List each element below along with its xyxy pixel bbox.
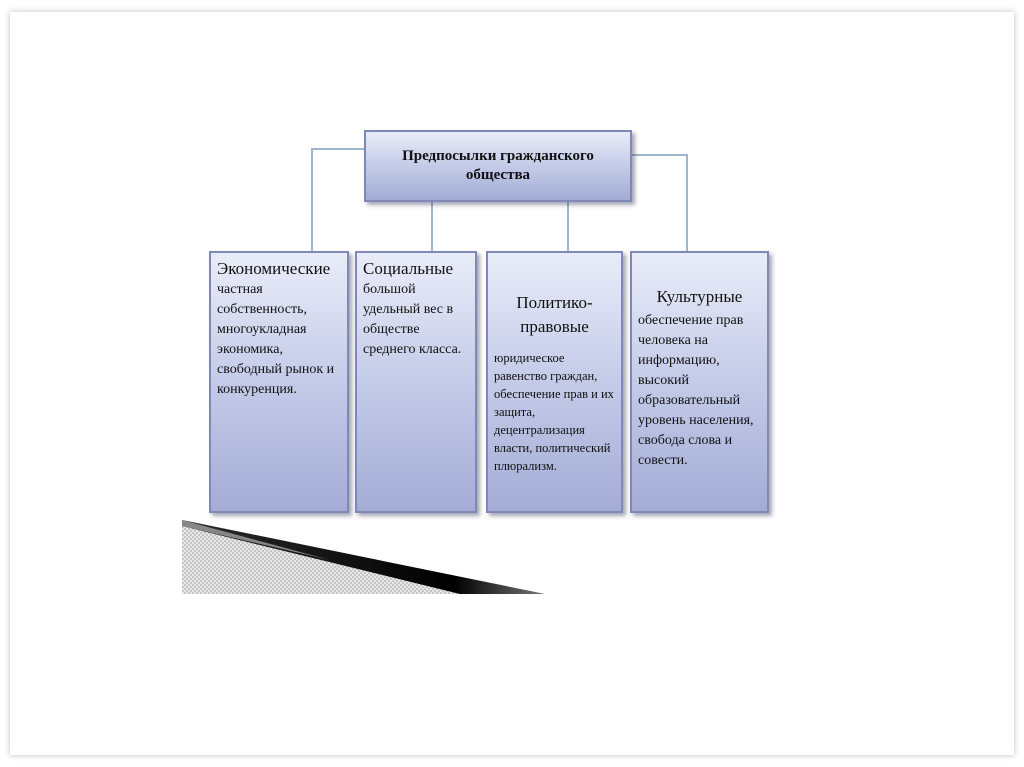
decorative-wedge-shape [180, 516, 550, 596]
connector-center-right [567, 202, 569, 251]
category-text: большой удельный вес в обществе среднего класса. [363, 282, 462, 357]
category-title: Политико-правовые [516, 293, 593, 336]
category-text: юридическое равенство граждан, обеспечение прав и их защита, децентрализация власти, политический плюрализм. [494, 351, 614, 473]
category-title: Культурные [656, 287, 743, 306]
category-political-legal [486, 251, 623, 513]
category-title: Экономические [217, 259, 331, 278]
category-text: обеспечение прав человека на информацию, высокий образовательный уровень населения, свобода слова и совести. [638, 313, 754, 468]
connector-left-vertical [311, 148, 313, 251]
connector-center-left [431, 202, 433, 251]
connector-right-vertical [686, 154, 688, 251]
category-text: частная собственность, многоукладная экономика, свободный рынок и конкуренция. [217, 282, 335, 397]
root-node [364, 130, 632, 202]
connector-right-horizontal [632, 154, 688, 156]
category-title: Социальные [363, 259, 454, 278]
category-social [355, 251, 477, 513]
category-cultural [630, 251, 769, 513]
category-economic [209, 251, 349, 513]
connector-left-horizontal [311, 148, 364, 150]
root-title: Предпосылки гражданского общества [402, 148, 594, 183]
